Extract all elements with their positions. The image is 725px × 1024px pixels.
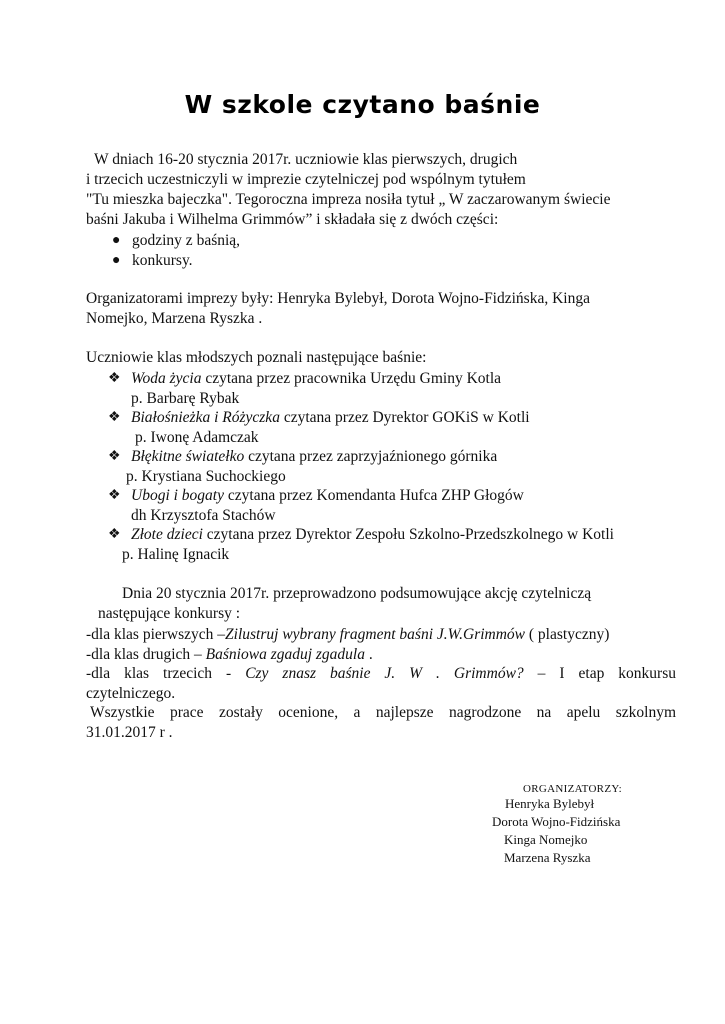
- diamond-bullet-icon: ❖: [108, 527, 121, 542]
- contest-note: .: [365, 646, 373, 663]
- tale-title: Błękitne światełko: [131, 448, 245, 465]
- contest-first-grades: [86, 625, 609, 645]
- contest-second-grades: [86, 645, 373, 665]
- contests-line-2: następujące konkursy :: [98, 605, 241, 622]
- contest-note: – I etap konkursu: [523, 665, 676, 682]
- organizers-line-2: Nomejko, Marzena Ryszka .: [86, 310, 263, 327]
- diamond-bullet-icon: ❖: [108, 371, 121, 386]
- contests-line-1: Dnia 20 stycznia 2017r. przeprowadzono podsumowujące akcję czytelniczą: [122, 585, 592, 602]
- contest-label: -dla klas pierwszych –: [86, 626, 226, 643]
- tale-by-5: p. Halinę Ignacik: [122, 546, 230, 563]
- summary-line-1: Wszystkie prace zostały ocenione, a najlepsze nagrodzone na apelu szkolnym: [90, 704, 676, 721]
- tale-reader: czytana przez zaprzyjaźnionego górnika: [244, 448, 498, 465]
- summary-line-2: 31.01.2017 r .: [86, 724, 173, 741]
- bullet-icon: ●: [112, 253, 121, 268]
- signature-name: Dorota Wojno-Fidzińska: [492, 814, 621, 829]
- contest-title: Czy znasz baśnie J. W . Grimmów?: [245, 665, 524, 682]
- contest-note: ( plastyczny): [525, 626, 610, 643]
- tale-reader: czytana przez Komendanta Hufca ZHP Głogów: [224, 487, 524, 504]
- bullet-item-2: konkursy.: [132, 252, 193, 269]
- tale-item-4: [131, 486, 524, 506]
- tale-item-2: [131, 408, 530, 428]
- intro-line-3: "Tu mieszka bajeczka". Tegoroczna impreza nosiła tytuł „ W zaczarowanym świecie: [86, 191, 611, 208]
- tale-by-1: p. Barbarę Rybak: [131, 390, 240, 407]
- intro-line-1: W dniach 16-20 stycznia 2017r. uczniowie klas pierwszych, drugich: [94, 151, 518, 168]
- organizers-line-1: Organizatorami imprezy były: Henryka Bylebył, Dorota Wojno-Fidzińska, Kinga: [86, 290, 590, 307]
- bullet-item-1: godziny z baśnią,: [132, 232, 241, 249]
- tale-by-3: p. Krystiana Suchockiego: [126, 468, 286, 485]
- contest-title: Baśniowa zgaduj zgadula: [205, 646, 365, 663]
- signature-name: Marzena Ryszka: [504, 850, 591, 865]
- contest-third-grades-cont: czytelniczego.: [86, 685, 176, 702]
- tale-item-1: [131, 369, 501, 389]
- intro-line-4: baśni Jakuba i Wilhelma Grimmów” i składała się z dwóch części:: [86, 211, 499, 228]
- diamond-bullet-icon: ❖: [108, 410, 121, 425]
- tale-by-2: p. Iwonę Adamczak: [135, 429, 259, 446]
- tale-by-4: dh Krzysztofa Stachów: [131, 507, 276, 524]
- tale-title: Białośnieżka i Różyczka: [131, 409, 280, 426]
- signature-name: Henryka Bylebył: [505, 796, 595, 811]
- tale-item-3: [131, 447, 497, 467]
- tale-reader: czytana przez Dyrektor Zespołu Szkolno-Przedszkolnego w Kotli: [202, 526, 614, 543]
- contest-title: Zilustruj wybrany fragment baśni J.W.Grimmów: [225, 626, 526, 643]
- tale-item-5: [131, 525, 614, 545]
- tale-title: Złote dzieci: [131, 526, 203, 543]
- tale-reader: czytana przez pracownika Urzędu Gminy Kotla: [201, 370, 502, 387]
- contest-label: -dla klas drugich –: [86, 646, 206, 663]
- tales-heading: Uczniowie klas młodszych poznali następujące baśnie:: [86, 349, 427, 366]
- signature-heading: ORGANIZATORZY:: [523, 783, 622, 795]
- bullet-icon: ●: [112, 233, 121, 248]
- tale-title: Woda życia: [131, 370, 202, 387]
- intro-line-2: i trzecich uczestniczyli w imprezie czytelniczej pod wspólnym tytułem: [86, 171, 526, 188]
- tale-title: Ubogi i bogaty: [131, 487, 224, 504]
- signature-name: Kinga Nomejko: [504, 832, 588, 847]
- page-title: W szkole czytano baśnie: [184, 90, 541, 119]
- contest-third-grades: [86, 664, 676, 684]
- diamond-bullet-icon: ❖: [108, 488, 121, 503]
- diamond-bullet-icon: ❖: [108, 449, 121, 464]
- tale-reader: czytana przez Dyrektor GOKiS w Kotli: [279, 409, 530, 426]
- contest-label: -dla klas trzecich -: [86, 665, 246, 682]
